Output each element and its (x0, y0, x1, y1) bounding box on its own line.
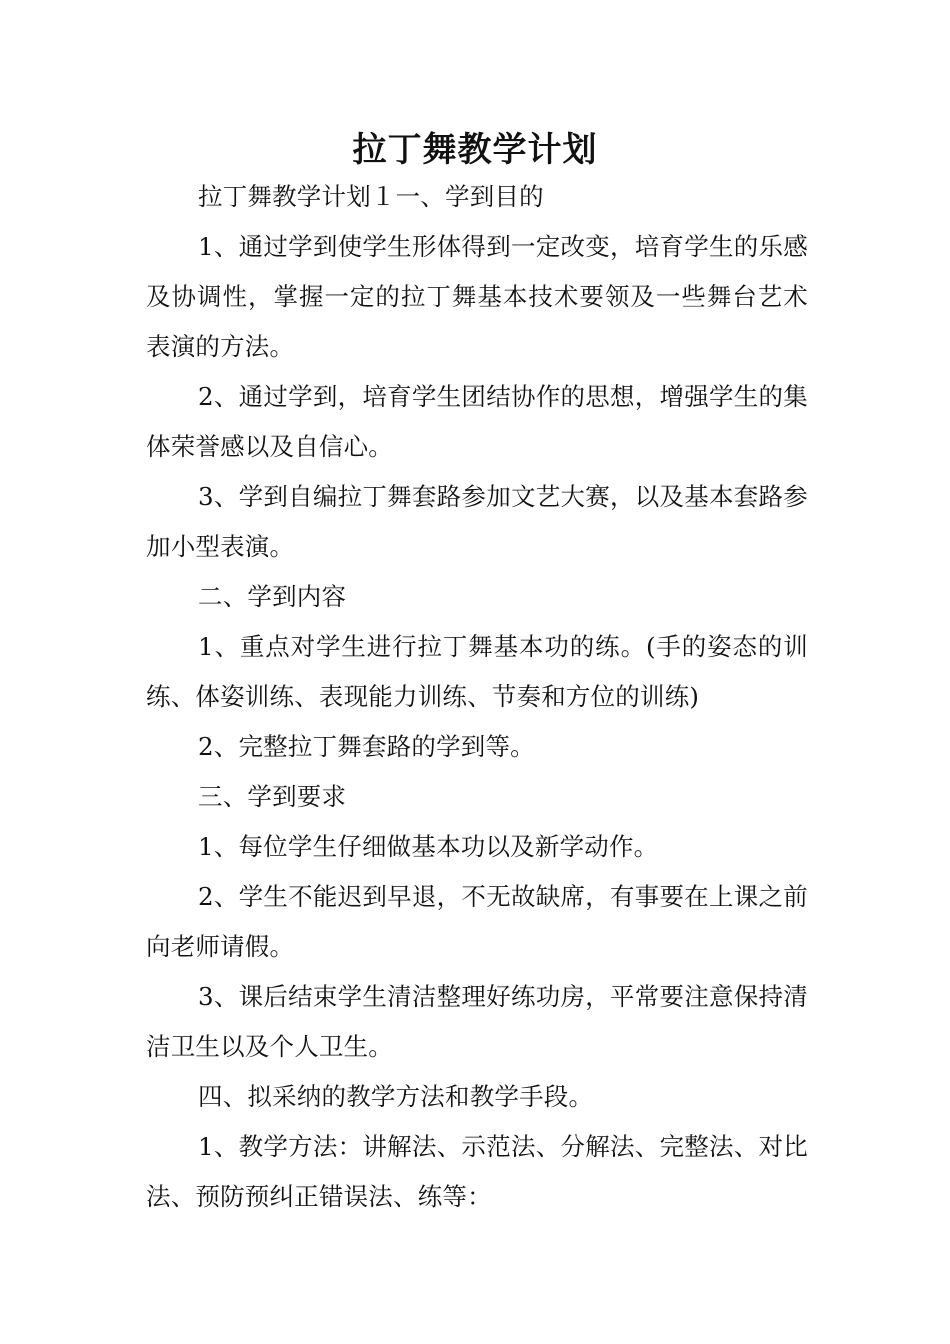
document-title: 拉丁舞教学计划 (352, 130, 598, 170)
paragraph-requirement-2: 2、学生不能迟到早退，不无故缺席，有事要在上课之前向老师请假。 (146, 882, 808, 961)
paragraph-goal-1: 1、通过学到使学生形体得到一定改变，培育学生的乐感及协调性，掌握一定的拉丁舞基本技术要领及一些舞台艺术表演的方法。 (146, 232, 808, 361)
document-body (146, 172, 808, 1222)
section-heading-methods: 四、拟采纳的教学方法和教学手段。 (198, 1082, 594, 1111)
section-heading-requirements: 三、学到要求 (198, 782, 347, 811)
paragraph-content-1: 1、重点对学生进行拉丁舞基本功的练。(手的姿态的训练、体姿训练、表现能力训练、节奏和方位的训练) (146, 632, 808, 711)
section-heading-content: 二、学到内容 (198, 582, 347, 611)
paragraph-requirement-1: 1、每位学生仔细做基本功以及新学动作。 (198, 832, 659, 861)
paragraph-goal-2: 2、通过学到，培育学生团结协作的思想，增强学生的集体荣誉感以及自信心。 (146, 382, 808, 461)
paragraph-content-2: 2、完整拉丁舞套路的学到等。 (198, 732, 535, 761)
paragraph-intro: 拉丁舞教学计划１一、学到目的 (198, 182, 544, 211)
paragraph-goal-3: 3、学到自编拉丁舞套路参加文艺大赛，以及基本套路参加小型表演。 (146, 482, 808, 561)
paragraph-method-1: 1、教学方法：讲解法、示范法、分解法、完整法、对比法、预防预纠正错误法、练等： (146, 1132, 808, 1211)
paragraph-requirement-3: 3、课后结束学生清洁整理好练功房，平常要注意保持清洁卫生以及个人卫生。 (146, 982, 808, 1061)
